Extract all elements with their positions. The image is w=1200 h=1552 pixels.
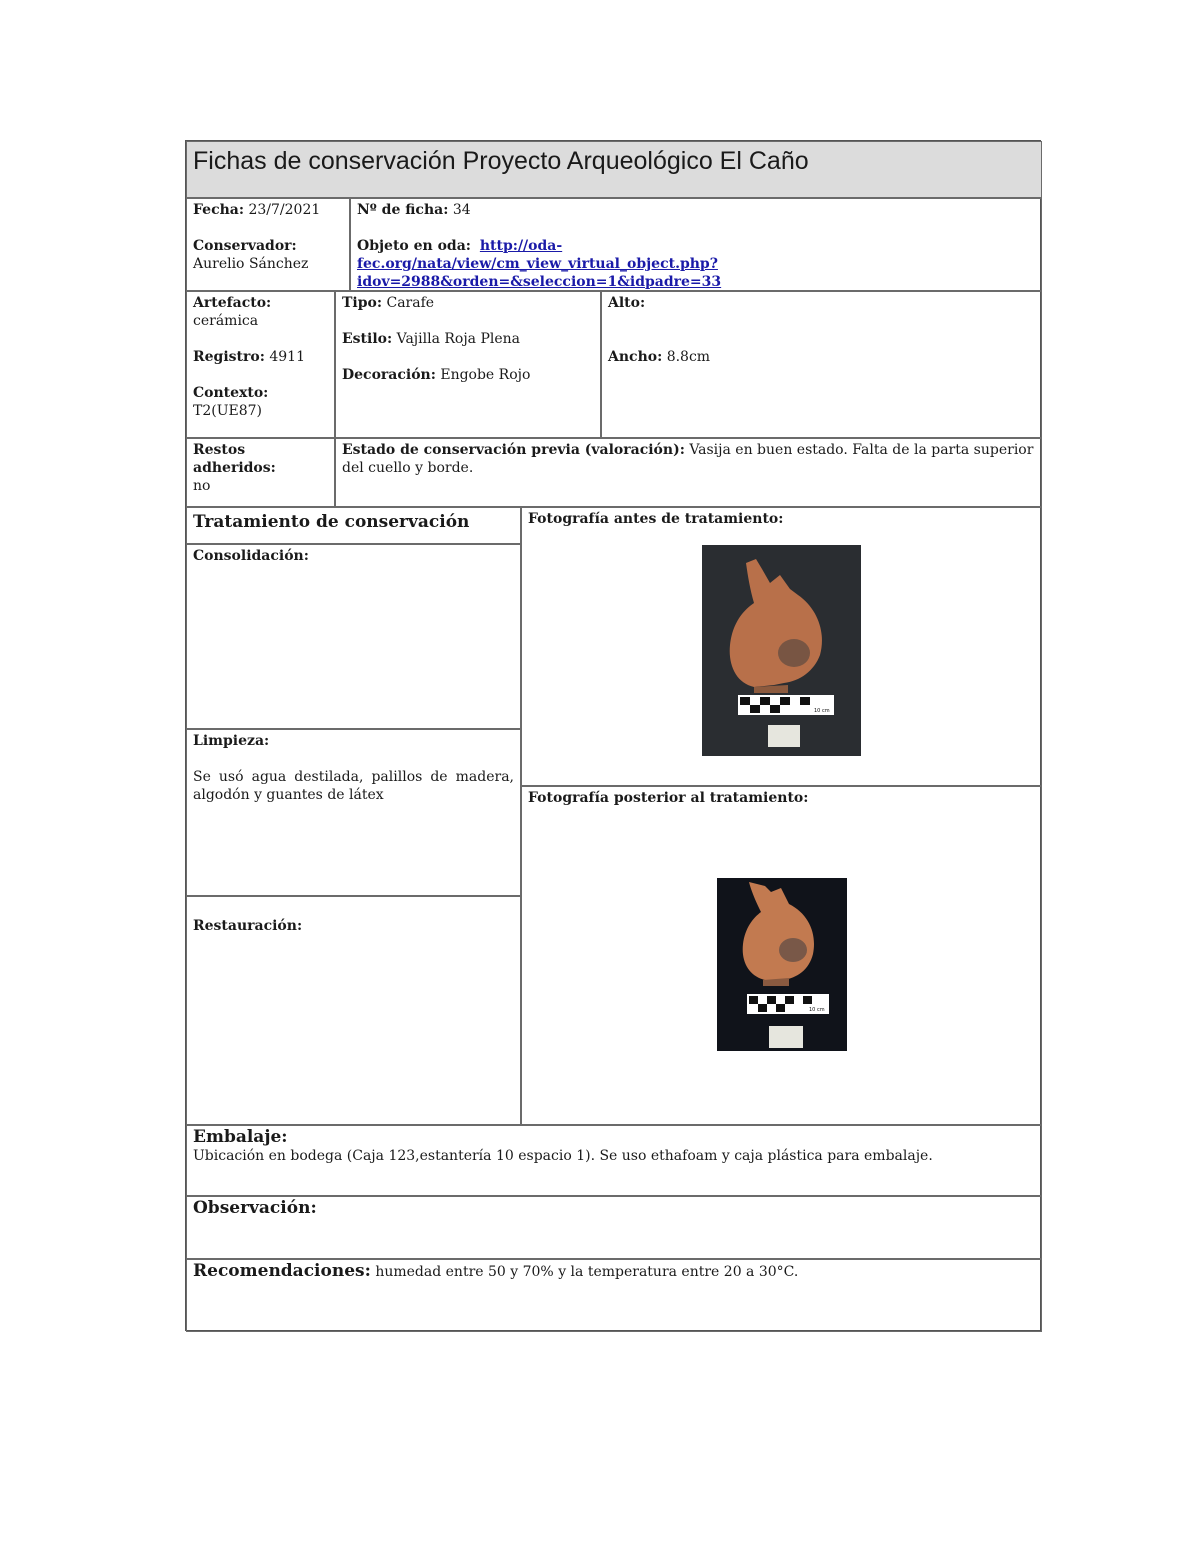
dimensions-cell	[601, 291, 1042, 438]
limpieza-value: Se usó agua destilada, palillos de madera, algodón y guantes de látex	[193, 769, 514, 803]
embalaje-value: Ubicación en bodega (Caja 123,estantería 10 espacio 1). Se uso ethafoam y caja plástica para embalaje.	[193, 1148, 933, 1164]
alto-label: Alto:	[608, 295, 646, 311]
restauracion-label: Restauración:	[193, 918, 303, 934]
restos-cell	[186, 438, 335, 507]
embalaje-label: Embalaje:	[193, 1127, 288, 1147]
ficha-object-cell	[350, 198, 1042, 291]
conservador-label: Conservador:	[193, 238, 297, 254]
artefacto-cell	[186, 291, 335, 438]
tipo-label: Tipo:	[342, 295, 383, 311]
artefacto-label: Artefacto:	[193, 295, 272, 311]
estilo-value: Vajilla Roja Plena	[396, 331, 521, 347]
recomendaciones-cell	[186, 1259, 1042, 1332]
observacion-cell	[186, 1196, 1042, 1259]
recomendaciones-label: Recomendaciones:	[193, 1261, 371, 1281]
photo-after-cell	[521, 786, 1042, 1125]
photo-before-image	[702, 545, 861, 756]
restos-value: no	[193, 478, 211, 494]
ancho-value: 8.8cm	[666, 349, 711, 365]
photo-before-label: Fotografía antes de tratamiento:	[528, 511, 784, 527]
restos-label: Restos adheridos:	[193, 442, 276, 476]
restauracion-cell	[186, 896, 521, 1125]
estado-cell	[335, 438, 1042, 507]
treatment-heading-cell	[186, 507, 521, 544]
tipo-cell	[335, 291, 601, 438]
ficha-value: 34	[452, 202, 471, 218]
estilo-label: Estilo:	[342, 331, 393, 347]
photo-before-cell	[521, 507, 1042, 786]
contexto-label: Contexto:	[193, 385, 269, 401]
consolidacion-cell	[186, 544, 521, 729]
objeto-link-line1[interactable]: http://oda-	[479, 238, 563, 254]
conservation-form	[185, 140, 1041, 1331]
conservador-value: Aurelio Sánchez	[193, 256, 309, 272]
objeto-label: Objeto en oda:	[357, 238, 471, 254]
consolidacion-label: Consolidación:	[193, 548, 309, 564]
estado-label: Estado de conservación previa (valoración):	[342, 442, 685, 458]
embalaje-cell	[186, 1125, 1042, 1196]
ficha-label: Nº de ficha:	[357, 202, 449, 218]
scale-label-after: 10 cm	[809, 1007, 825, 1013]
contexto-value: T2(UE87)	[193, 403, 263, 419]
fecha-label: Fecha:	[193, 202, 245, 218]
observacion-label: Observación:	[193, 1198, 317, 1218]
limpieza-cell	[186, 729, 521, 896]
decoracion-label: Decoración:	[342, 367, 436, 383]
ancho-label: Ancho:	[608, 349, 663, 365]
treatment-heading: Tratamiento de conservación	[193, 512, 470, 532]
estado-value: Vasija en buen estado. Falta de la parta superior del cuello y borde.	[342, 442, 1034, 476]
photo-after-image	[717, 878, 847, 1051]
scale-label-before: 10 cm	[814, 708, 830, 714]
vessel-after-illustration	[717, 878, 847, 1051]
decoracion-value: Engobe Rojo	[440, 367, 531, 383]
vessel-before-illustration	[702, 545, 861, 756]
limpieza-label: Limpieza:	[193, 733, 270, 749]
objeto-link-line2[interactable]: fec.org/nata/view/cm_view_virtual_object.php?idov=2988&orden=&seleccion=1&idpadre=33	[357, 256, 722, 290]
registro-value: 4911	[269, 349, 305, 365]
form-title: Fichas de conservación Proyecto Arqueológico El Caño	[186, 141, 1042, 198]
registro-label: Registro:	[193, 349, 265, 365]
fecha-value: 23/7/2021	[248, 202, 321, 218]
recomendaciones-value: humedad entre 50 y 70% y la temperatura entre 20 a 30°C.	[375, 1264, 799, 1280]
artefacto-value: cerámica	[193, 313, 259, 329]
tipo-value: Carafe	[386, 295, 435, 311]
photo-after-label: Fotografía posterior al tratamiento:	[528, 790, 809, 806]
date-conservator-cell	[186, 198, 350, 291]
